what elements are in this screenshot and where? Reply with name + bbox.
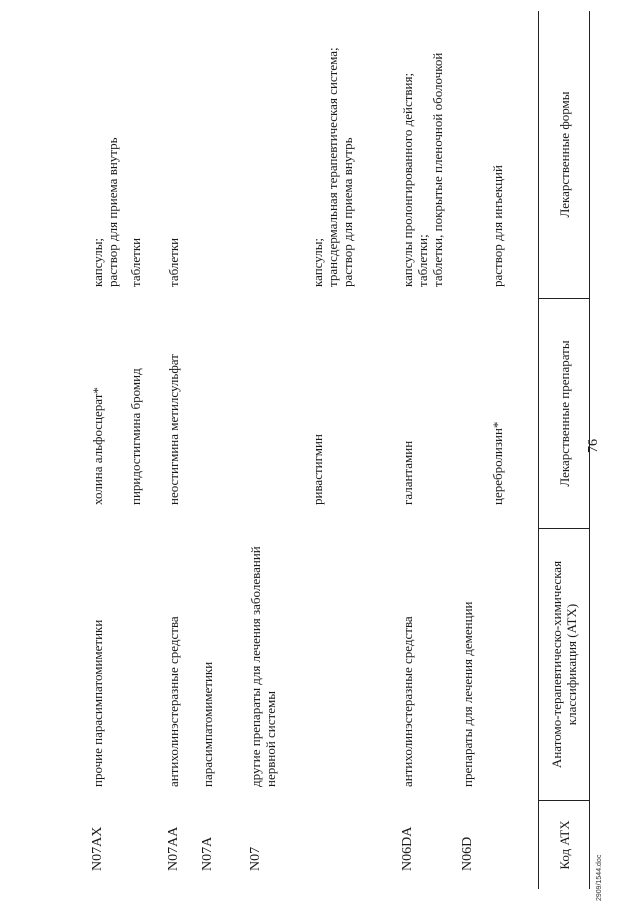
cell-drug: пиридостигмина бромид bbox=[128, 368, 143, 505]
cell-classification: антихолинэстеразные средства bbox=[400, 616, 415, 787]
header-forms: Лекарственные формы bbox=[539, 11, 589, 299]
cell-code: N06DA bbox=[400, 826, 415, 871]
cell-drug: ривастигмин bbox=[310, 434, 325, 505]
footer-filename: 2909/1544.doc bbox=[596, 854, 603, 901]
cell-code: N06D bbox=[460, 836, 475, 871]
table-body bbox=[28, 11, 538, 889]
header-code: Код ATX bbox=[556, 820, 572, 870]
cell-form: капсулы пролонгированного действия; таблетки; таблетки, покрытые пленочной оболочкой bbox=[400, 52, 445, 287]
cell-classification: прочие парасимпатомиметики bbox=[90, 619, 105, 787]
cell-code: N07AA bbox=[166, 826, 181, 871]
cell-form: таблетки bbox=[128, 237, 143, 287]
cell-code: N07 bbox=[248, 846, 263, 871]
cell-classification: другие препараты для лечения заболеваний нервной системы bbox=[248, 546, 278, 787]
cell-drug: церебролизин* bbox=[490, 421, 505, 505]
cell-drug: неостигмина метилсульфат bbox=[166, 354, 181, 505]
cell-code: N07AX bbox=[90, 826, 105, 871]
cell-classification: парасимпатомиметики bbox=[200, 661, 215, 787]
drug-table bbox=[28, 11, 579, 889]
table-header bbox=[538, 11, 590, 889]
cell-drug: холина альфосцерат* bbox=[90, 387, 105, 505]
cell-form: таблетки bbox=[166, 237, 181, 287]
cell-form: капсулы; трансдермальная терапевтическая система; раствор для приема внутрь bbox=[310, 47, 355, 287]
cell-classification: препараты для лечения деменции bbox=[460, 601, 475, 787]
cell-code: N07A bbox=[200, 836, 215, 871]
header-drugs: Лекарственные препараты bbox=[539, 299, 589, 529]
cell-classification: антихолинэстеразные средства bbox=[166, 616, 181, 787]
page-number: 76 bbox=[586, 439, 601, 453]
header-classification: Анатомо-терапевтическо-химическая классификация (ATX) bbox=[539, 529, 589, 801]
cell-form: капсулы; раствор для приема внутрь bbox=[90, 137, 120, 287]
cell-drug: галантамин bbox=[400, 440, 415, 505]
cell-form: раствор для инъекций bbox=[490, 165, 505, 287]
